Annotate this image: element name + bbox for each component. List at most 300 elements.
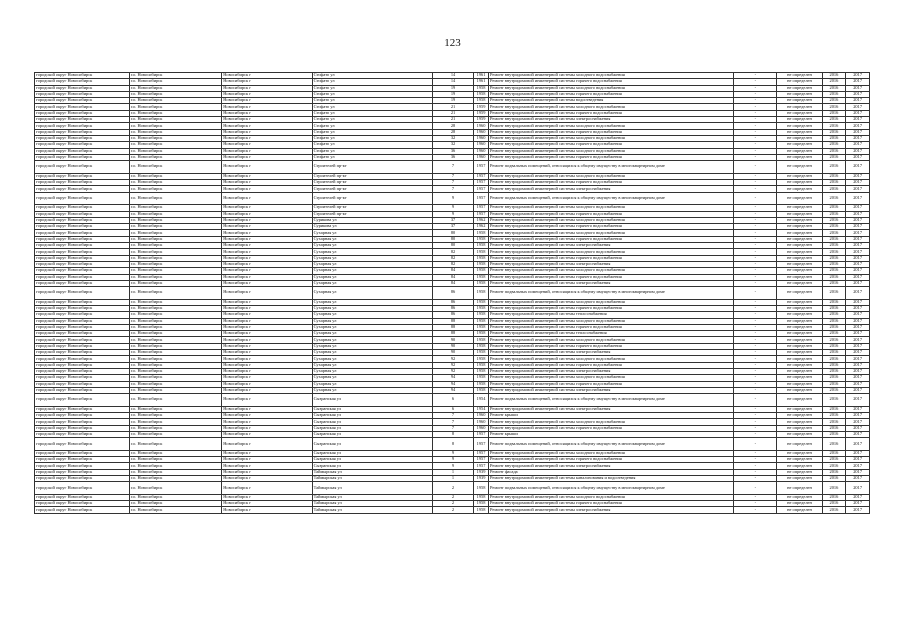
cell-god: 1958 (473, 91, 488, 97)
cell-ulica: Сухарная ул (312, 368, 433, 374)
cell-okrug: городской округ Новосибирск (35, 211, 130, 217)
cell-dom: 82 (433, 261, 474, 267)
cell-gorod: г.о. Новосибирск (129, 154, 222, 160)
cell-srok: не определен (777, 350, 822, 356)
cell-gorod: г.о. Новосибирск (129, 375, 222, 381)
cell-ulica: Стофато ул (312, 154, 433, 160)
cell-dash: - (734, 413, 777, 419)
cell-srok: не определен (777, 507, 822, 513)
cell-god: 1958 (473, 98, 488, 104)
cell-dom: 1 (433, 469, 474, 475)
cell-nas-punkt: Новосибирск г (222, 268, 312, 274)
cell-god: 1958 (473, 368, 488, 374)
cell-dom: 82 (433, 255, 474, 261)
cell-srok: не определен (777, 299, 822, 305)
cell-god-nach: 2016 (822, 494, 846, 500)
cell-ulica: Таймырская ул (312, 469, 433, 475)
cell-okrug: городской округ Новосибирск (35, 192, 130, 205)
cell-dash: - (734, 356, 777, 362)
cell-gorod: г.о. Новосибирск (129, 463, 222, 469)
cell-okrug: городской округ Новосибирск (35, 98, 130, 104)
cell-nas-punkt: Новосибирск г (222, 350, 312, 356)
cell-okrug: городской округ Новосибирск (35, 305, 130, 311)
works-table-container (34, 72, 870, 514)
cell-god: 1960 (473, 129, 488, 135)
cell-dash: - (734, 73, 777, 79)
cell-rabota: Ремонт подвальных помещений, относящихся к общему имуществу в многоквартирном доме (489, 394, 734, 407)
cell-srok: не определен (777, 476, 822, 482)
cell-god-nach: 2016 (822, 73, 846, 79)
cell-rabota: Ремонт подвальных помещений, относящихся к общему имуществу в многоквартирном доме (489, 287, 734, 300)
cell-rabota: Ремонт внутридомовой инженерной системы холодного водоснабжения (489, 73, 734, 79)
cell-dom: 14 (433, 79, 474, 85)
cell-god-nach: 2016 (822, 413, 846, 419)
cell-srok: не определен (777, 249, 822, 255)
cell-gorod: г.о. Новосибирск (129, 135, 222, 141)
cell-god-kon: 2017 (846, 91, 870, 97)
table-row (35, 161, 870, 174)
cell-srok: не определен (777, 274, 822, 280)
cell-dom: 82 (433, 249, 474, 255)
cell-ulica: Сухарная ул (312, 249, 433, 255)
cell-srok: не определен (777, 161, 822, 174)
cell-dom: 80 (433, 230, 474, 236)
cell-dash: - (734, 236, 777, 242)
cell-gorod: г.о. Новосибирск (129, 243, 222, 249)
cell-god-nach: 2016 (822, 368, 846, 374)
cell-okrug: городской округ Новосибирск (35, 243, 130, 249)
cell-gorod: г.о. Новосибирск (129, 394, 222, 407)
cell-gorod: г.о. Новосибирск (129, 406, 222, 412)
cell-srok: не определен (777, 129, 822, 135)
cell-gorod: г.о. Новосибирск (129, 261, 222, 267)
cell-nas-punkt: Новосибирск г (222, 425, 312, 431)
cell-god: 1959 (473, 117, 488, 123)
cell-god-kon: 2017 (846, 142, 870, 148)
cell-rabota: Ремонт внутридомовой инженерной системы горячего водоснабжения (489, 274, 734, 280)
table-row (35, 507, 870, 513)
cell-god-kon: 2017 (846, 375, 870, 381)
cell-god: 1957 (473, 186, 488, 192)
cell-ulica: Сухарная ул (312, 255, 433, 261)
cell-dom: 19 (433, 91, 474, 97)
cell-ulica: Стофато ул (312, 135, 433, 141)
cell-nas-punkt: Новосибирск г (222, 280, 312, 286)
cell-ulica: Сызранская ул (312, 419, 433, 425)
cell-god: 1959 (473, 110, 488, 116)
cell-dash: - (734, 387, 777, 393)
cell-god-nach: 2016 (822, 142, 846, 148)
cell-god-nach: 2016 (822, 457, 846, 463)
cell-rabota: Ремонт внутридомовой инженерной системы горячего водоснабжения (489, 142, 734, 148)
cell-srok: не определен (777, 305, 822, 311)
cell-god: 1957 (473, 431, 488, 437)
cell-rabota: Ремонт внутридомовой инженерной системы холодного водоснабжения (489, 230, 734, 236)
cell-nas-punkt: Новосибирск г (222, 98, 312, 104)
cell-dom: 7 (433, 161, 474, 174)
cell-okrug: городской округ Новосибирск (35, 186, 130, 192)
cell-ulica: Сухарная ул (312, 280, 433, 286)
cell-srok: не определен (777, 501, 822, 507)
cell-ulica: Стофато ул (312, 85, 433, 91)
cell-ulica: Сухарная ул (312, 331, 433, 337)
cell-nas-punkt: Новосибирск г (222, 381, 312, 387)
cell-god-nach: 2016 (822, 249, 846, 255)
cell-nas-punkt: Новосибирск г (222, 274, 312, 280)
cell-god-nach: 2016 (822, 331, 846, 337)
cell-srok: не определен (777, 287, 822, 300)
cell-dom: 92 (433, 356, 474, 362)
cell-ulica: Строителей пр-кт (312, 211, 433, 217)
cell-rabota: Ремонт внутридомовой инженерной системы холодного водоснабжения (489, 419, 734, 425)
cell-god-nach: 2016 (822, 387, 846, 393)
cell-rabota: Ремонт внутридомовой инженерной системы электроснабжения (489, 387, 734, 393)
cell-god-nach: 2016 (822, 236, 846, 242)
cell-okrug: городской округ Новосибирск (35, 135, 130, 141)
cell-nas-punkt: Новосибирск г (222, 431, 312, 437)
cell-god-kon: 2017 (846, 406, 870, 412)
cell-god-kon: 2017 (846, 431, 870, 437)
cell-okrug: городской округ Новосибирск (35, 469, 130, 475)
cell-srok: не определен (777, 186, 822, 192)
cell-srok: не определен (777, 85, 822, 91)
cell-srok: не определен (777, 123, 822, 129)
cell-nas-punkt: Новосибирск г (222, 457, 312, 463)
cell-god-nach: 2016 (822, 211, 846, 217)
cell-god: 1957 (473, 205, 488, 211)
cell-dom: 7 (433, 173, 474, 179)
cell-rabota: Ремонт внутридомовой инженерной системы электроснабжения (489, 406, 734, 412)
cell-god-nach: 2016 (822, 318, 846, 324)
cell-okrug: городской округ Новосибирск (35, 173, 130, 179)
cell-god-kon: 2017 (846, 350, 870, 356)
cell-ulica: Сызранская ул (312, 394, 433, 407)
cell-god-kon: 2017 (846, 381, 870, 387)
cell-gorod: г.о. Новосибирск (129, 413, 222, 419)
cell-god: 1962 (473, 224, 488, 230)
cell-srok: не определен (777, 356, 822, 362)
cell-god-kon: 2017 (846, 79, 870, 85)
cell-rabota: Ремонт внутридомовой инженерной системы горячего водоснабжения (489, 110, 734, 116)
cell-ulica: Таймырская ул (312, 482, 433, 495)
cell-ulica: Сухарная ул (312, 236, 433, 242)
cell-okrug: городской округ Новосибирск (35, 350, 130, 356)
cell-gorod: г.о. Новосибирск (129, 224, 222, 230)
cell-srok: не определен (777, 387, 822, 393)
cell-god-kon: 2017 (846, 249, 870, 255)
cell-god-nach: 2016 (822, 438, 846, 451)
cell-nas-punkt: Новосибирск г (222, 324, 312, 330)
cell-rabota: Ремонт внутридомовой инженерной системы горячего водоснабжения (489, 305, 734, 311)
cell-okrug: городской округ Новосибирск (35, 287, 130, 300)
cell-ulica: Сухарная ул (312, 381, 433, 387)
cell-ulica: Таймырская ул (312, 476, 433, 482)
works-table-body (35, 73, 870, 514)
cell-srok: не определен (777, 413, 822, 419)
cell-dash: - (734, 507, 777, 513)
cell-dom: 90 (433, 350, 474, 356)
cell-god-kon: 2017 (846, 117, 870, 123)
cell-dash: - (734, 482, 777, 495)
cell-god-nach: 2016 (822, 91, 846, 97)
cell-rabota: Ремонт внутридомовой инженерной системы горячего водоснабжения (489, 211, 734, 217)
cell-rabota: Ремонт фасада (489, 469, 734, 475)
cell-nas-punkt: Новосибирск г (222, 186, 312, 192)
cell-okrug: городской округ Новосибирск (35, 387, 130, 393)
cell-god: 1958 (473, 343, 488, 349)
cell-srok: не определен (777, 362, 822, 368)
cell-dash: - (734, 205, 777, 211)
cell-rabota: Ремонт внутридомовой инженерной системы холодного водоснабжения (489, 104, 734, 110)
cell-gorod: г.о. Новосибирск (129, 104, 222, 110)
cell-ulica: Таймырская ул (312, 507, 433, 513)
cell-god-nach: 2016 (822, 482, 846, 495)
cell-dom: 9 (433, 192, 474, 205)
cell-dash: - (734, 274, 777, 280)
cell-god: 1960 (473, 413, 488, 419)
cell-god-nach: 2016 (822, 117, 846, 123)
cell-nas-punkt: Новосибирск г (222, 312, 312, 318)
cell-god-kon: 2017 (846, 312, 870, 318)
cell-okrug: городской округ Новосибирск (35, 261, 130, 267)
table-row (35, 438, 870, 451)
cell-dash: - (734, 117, 777, 123)
cell-gorod: г.о. Новосибирск (129, 274, 222, 280)
cell-nas-punkt: Новосибирск г (222, 142, 312, 148)
cell-rabota: Ремонт внутридомовой инженерной системы горячего водоснабжения (489, 236, 734, 242)
cell-ulica: Сухарная ул (312, 375, 433, 381)
cell-nas-punkt: Новосибирск г (222, 91, 312, 97)
cell-nas-punkt: Новосибирск г (222, 85, 312, 91)
cell-gorod: г.о. Новосибирск (129, 236, 222, 242)
cell-ulica: Сызранская ул (312, 413, 433, 419)
cell-srok: не определен (777, 331, 822, 337)
cell-okrug: городской округ Новосибирск (35, 463, 130, 469)
cell-rabota: Ремонт внутридомовой инженерной системы теплоснабжения (489, 331, 734, 337)
cell-god: 1958 (473, 230, 488, 236)
cell-god: 1958 (473, 255, 488, 261)
cell-god-nach: 2016 (822, 312, 846, 318)
cell-dom: 21 (433, 104, 474, 110)
cell-nas-punkt: Новосибирск г (222, 205, 312, 211)
cell-dash: - (734, 230, 777, 236)
cell-rabota: Ремонт крыши (489, 413, 734, 419)
cell-dom: 92 (433, 362, 474, 368)
cell-rabota: Ремонт внутридомовой инженерной системы горячего водоснабжения (489, 362, 734, 368)
cell-dom: 37 (433, 217, 474, 223)
cell-god-nach: 2016 (822, 287, 846, 300)
cell-god-nach: 2016 (822, 381, 846, 387)
cell-dom: 86 (433, 305, 474, 311)
cell-okrug: городской округ Новосибирск (35, 501, 130, 507)
cell-ulica: Сухарная ул (312, 362, 433, 368)
cell-dom: 8 (433, 431, 474, 437)
cell-okrug: городской округ Новосибирск (35, 249, 130, 255)
cell-rabota: Ремонт внутридомовой инженерной системы горячего водоснабжения (489, 91, 734, 97)
cell-dom: 6 (433, 406, 474, 412)
cell-god: 1957 (473, 457, 488, 463)
cell-rabota: Ремонт внутридомовой инженерной системы электроснабжения (489, 117, 734, 123)
cell-nas-punkt: Новосибирск г (222, 161, 312, 174)
cell-god-nach: 2016 (822, 230, 846, 236)
cell-god-nach: 2016 (822, 104, 846, 110)
cell-srok: не определен (777, 192, 822, 205)
cell-okrug: городской округ Новосибирск (35, 79, 130, 85)
cell-dom: 1 (433, 476, 474, 482)
cell-dom: 80 (433, 243, 474, 249)
cell-dash: - (734, 350, 777, 356)
cell-dom: 94 (433, 387, 474, 393)
cell-god-kon: 2017 (846, 507, 870, 513)
cell-god: 1958 (473, 280, 488, 286)
cell-nas-punkt: Новосибирск г (222, 501, 312, 507)
cell-okrug: городской округ Новосибирск (35, 217, 130, 223)
cell-dash: - (734, 192, 777, 205)
cell-okrug: городской округ Новосибирск (35, 457, 130, 463)
cell-dash: - (734, 154, 777, 160)
cell-rabota: Ремонт внутридомовой инженерной системы горячего водоснабжения (489, 457, 734, 463)
cell-dash: - (734, 312, 777, 318)
cell-god-nach: 2016 (822, 280, 846, 286)
cell-god-nach: 2016 (822, 154, 846, 160)
cell-gorod: г.о. Новосибирск (129, 85, 222, 91)
cell-ulica: Сухарная ул (312, 287, 433, 300)
cell-okrug: городской округ Новосибирск (35, 419, 130, 425)
cell-god-kon: 2017 (846, 268, 870, 274)
cell-rabota: Ремонт внутридомовой инженерной системы холодного водоснабжения (489, 299, 734, 305)
cell-dom: 84 (433, 268, 474, 274)
cell-gorod: г.о. Новосибирск (129, 129, 222, 135)
cell-okrug: городской округ Новосибирск (35, 91, 130, 97)
cell-okrug: городской округ Новосибирск (35, 299, 130, 305)
cell-god: 1957 (473, 463, 488, 469)
cell-ulica: Стофато ул (312, 73, 433, 79)
cell-nas-punkt: Новосибирск г (222, 305, 312, 311)
cell-srok: не определен (777, 135, 822, 141)
cell-okrug: городской округ Новосибирск (35, 331, 130, 337)
cell-srok: не определен (777, 230, 822, 236)
cell-srok: не определен (777, 324, 822, 330)
cell-ulica: Стофато ул (312, 142, 433, 148)
cell-dash: - (734, 243, 777, 249)
cell-god-nach: 2016 (822, 135, 846, 141)
cell-gorod: г.о. Новосибирск (129, 230, 222, 236)
cell-dom: 88 (433, 318, 474, 324)
cell-god: 1958 (473, 375, 488, 381)
cell-god-nach: 2016 (822, 299, 846, 305)
cell-okrug: городской округ Новосибирск (35, 312, 130, 318)
cell-god-nach: 2016 (822, 469, 846, 475)
cell-nas-punkt: Новосибирск г (222, 482, 312, 495)
cell-srok: не определен (777, 482, 822, 495)
cell-ulica: Сухарная ул (312, 305, 433, 311)
cell-ulica: Сухарная ул (312, 343, 433, 349)
cell-god: 1939 (473, 469, 488, 475)
cell-god: 1957 (473, 161, 488, 174)
cell-god-kon: 2017 (846, 161, 870, 174)
cell-god: 1958 (473, 381, 488, 387)
cell-gorod: г.о. Новосибирск (129, 476, 222, 482)
cell-gorod: г.о. Новосибирск (129, 110, 222, 116)
cell-god-nach: 2016 (822, 362, 846, 368)
cell-okrug: городской округ Новосибирск (35, 110, 130, 116)
cell-dom: 7 (433, 413, 474, 419)
cell-rabota: Ремонт внутридомовой инженерной системы электроснабжения (489, 261, 734, 267)
cell-god-nach: 2016 (822, 463, 846, 469)
cell-rabota: Ремонт внутридомовой инженерной системы теплоснабжения (489, 312, 734, 318)
cell-rabota: Ремонт внутридомовой инженерной системы холодного водоснабжения (489, 123, 734, 129)
cell-srok: не определен (777, 117, 822, 123)
cell-ulica: Сухарная ул (312, 387, 433, 393)
cell-god-kon: 2017 (846, 129, 870, 135)
cell-ulica: Сызранская ул (312, 457, 433, 463)
cell-ulica: Сызранская ул (312, 431, 433, 437)
cell-ulica: Сурикова ул (312, 217, 433, 223)
cell-rabota: Ремонт внутридомовой инженерной системы электроснабжения (489, 186, 734, 192)
cell-gorod: г.о. Новосибирск (129, 268, 222, 274)
cell-god-nach: 2016 (822, 243, 846, 249)
cell-ulica: Сухарная ул (312, 312, 433, 318)
cell-okrug: городской округ Новосибирск (35, 494, 130, 500)
cell-gorod: г.о. Новосибирск (129, 501, 222, 507)
cell-dash: - (734, 457, 777, 463)
cell-gorod: г.о. Новосибирск (129, 450, 222, 456)
cell-rabota: Ремонт внутридомовой инженерной системы электроснабжения (489, 280, 734, 286)
cell-dash: - (734, 287, 777, 300)
cell-gorod: г.о. Новосибирск (129, 368, 222, 374)
cell-nas-punkt: Новосибирск г (222, 224, 312, 230)
cell-ulica: Стофато ул (312, 123, 433, 129)
cell-okrug: городской округ Новосибирск (35, 438, 130, 451)
cell-dash: - (734, 85, 777, 91)
cell-rabota: Ремонт внутридомовой инженерной системы горячего водоснабжения (489, 425, 734, 431)
cell-okrug: городской округ Новосибирск (35, 343, 130, 349)
cell-god-kon: 2017 (846, 211, 870, 217)
cell-dom: 90 (433, 337, 474, 343)
cell-gorod: г.о. Новосибирск (129, 73, 222, 79)
cell-god-nach: 2016 (822, 161, 846, 174)
cell-gorod: г.о. Новосибирск (129, 381, 222, 387)
cell-gorod: г.о. Новосибирск (129, 98, 222, 104)
cell-okrug: городской округ Новосибирск (35, 236, 130, 242)
cell-dash: - (734, 381, 777, 387)
cell-god-nach: 2016 (822, 343, 846, 349)
cell-rabota: Ремонт внутридомовой инженерной системы электроснабжения (489, 507, 734, 513)
cell-okrug: городской округ Новосибирск (35, 406, 130, 412)
cell-nas-punkt: Новосибирск г (222, 463, 312, 469)
cell-dash: - (734, 368, 777, 374)
cell-god-kon: 2017 (846, 482, 870, 495)
cell-nas-punkt: Новосибирск г (222, 110, 312, 116)
cell-rabota: Ремонт внутридомовой инженерной системы электроснабжения (489, 463, 734, 469)
cell-rabota: Ремонт внутридомовой инженерной системы электроснабжения (489, 368, 734, 374)
cell-okrug: городской округ Новосибирск (35, 507, 130, 513)
cell-nas-punkt: Новосибирск г (222, 476, 312, 482)
cell-rabota: Ремонт внутридомовой инженерной системы горячего водоснабжения (489, 154, 734, 160)
cell-dom: 86 (433, 312, 474, 318)
cell-nas-punkt: Новосибирск г (222, 375, 312, 381)
cell-srok: не определен (777, 73, 822, 79)
cell-god-nach: 2016 (822, 224, 846, 230)
cell-god: 1960 (473, 154, 488, 160)
cell-god-kon: 2017 (846, 205, 870, 211)
cell-god-nach: 2016 (822, 337, 846, 343)
cell-dash: - (734, 438, 777, 451)
cell-dash: - (734, 180, 777, 186)
cell-srok: не определен (777, 494, 822, 500)
cell-nas-punkt: Новосибирск г (222, 255, 312, 261)
cell-rabota: Ремонт внутридомовой инженерной системы горячего водоснабжения (489, 343, 734, 349)
